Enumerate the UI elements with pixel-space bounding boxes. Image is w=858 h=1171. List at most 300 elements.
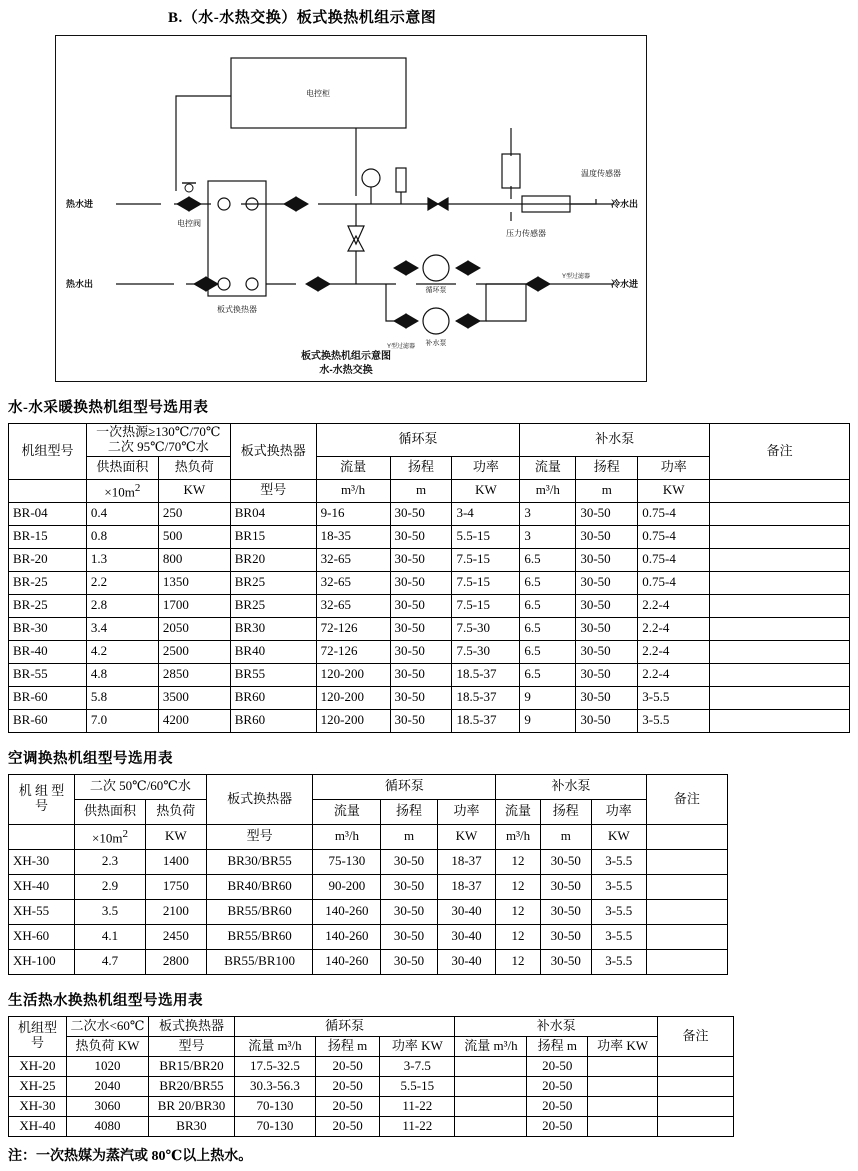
table-cell: 30-50: [540, 949, 591, 974]
table-cell: 30-40: [437, 949, 496, 974]
table-cell: 2500: [158, 640, 230, 663]
unit-area: $\times 10m^2$: [86, 479, 158, 502]
label-electric-valve: 电控阀: [177, 219, 201, 228]
table-row: [9, 640, 850, 663]
table-cell: 5.5-15: [452, 525, 520, 548]
table-cell: 30-50: [576, 594, 638, 617]
th-head2: 扬程: [540, 799, 591, 824]
table-header-row: [9, 424, 850, 457]
table-cell: 4080: [66, 1116, 148, 1136]
th-type: 型号: [149, 1036, 235, 1056]
table-cell: 2.2: [86, 571, 158, 594]
table-cell: 7.5-15: [452, 548, 520, 571]
table-cell: 30-50: [390, 686, 452, 709]
table-cell: 3: [520, 502, 576, 525]
table-cell: BR-60: [9, 686, 87, 709]
table-cell: 30-50: [390, 640, 452, 663]
label-cold-water-out: 冷水出: [611, 199, 639, 209]
th-makeup-pump: 补水泵: [496, 774, 646, 799]
table-cell: 32-65: [316, 571, 390, 594]
table-cell: 17.5-32.5: [234, 1056, 315, 1076]
table-header-row: [9, 774, 728, 799]
table-cell: [710, 502, 850, 525]
table-cell: 1350: [158, 571, 230, 594]
table-cell: 30-50: [381, 849, 437, 874]
table-cell: BR55/BR100: [206, 949, 313, 974]
table-cell: 30-50: [390, 617, 452, 640]
diagram-caption-2: 水-水热交换: [319, 365, 373, 376]
table-cell: 2.2-4: [638, 617, 710, 640]
unit-blank: [9, 824, 75, 849]
table-cell: 1750: [145, 874, 206, 899]
table-cell: 30-50: [381, 899, 437, 924]
table-row: [9, 709, 850, 732]
table-cell: BR-15: [9, 525, 87, 548]
th-makeup-pump: 补水泵: [455, 1016, 658, 1036]
table-cell: 2450: [145, 924, 206, 949]
unit-blank: [9, 479, 87, 502]
table-cell: 140-260: [313, 949, 381, 974]
label-plate-exchanger: 板式换热器: [217, 305, 257, 314]
unit-flow: m³/h: [316, 479, 390, 502]
table-row: [9, 686, 850, 709]
table-row: [9, 1056, 734, 1076]
th-flow2: 流量: [496, 799, 540, 824]
table-cell: 4.1: [75, 924, 146, 949]
table-cell: 0.4: [86, 502, 158, 525]
table-cell: 11-22: [380, 1116, 455, 1136]
th-flow: 流量 m³/h: [234, 1036, 315, 1056]
table-cell: 70-130: [234, 1096, 315, 1116]
table-cell: [455, 1076, 527, 1096]
table-cell: 2.8: [86, 594, 158, 617]
table-cell: 7.5-15: [452, 594, 520, 617]
table-cell: 20-50: [527, 1056, 588, 1076]
table-cell: BR-40: [9, 640, 87, 663]
table-cell: BR20/BR55: [149, 1076, 235, 1096]
table-header-row: [9, 1016, 734, 1036]
table-cell: 30-50: [540, 899, 591, 924]
section3-heading: 生活热水换热机组型号选用表: [8, 992, 203, 1009]
table-cell: 9: [520, 686, 576, 709]
diagram-caption-1: 板式换热机组示意图: [301, 351, 391, 362]
table-cell: 2800: [145, 949, 206, 974]
table-cell: 4200: [158, 709, 230, 732]
table-cell: 250: [158, 502, 230, 525]
th-model: 机组型号: [9, 1016, 67, 1056]
table-cell: [646, 849, 727, 874]
th-power: 功率 KW: [380, 1036, 455, 1056]
table-cell: BR15/BR20: [149, 1056, 235, 1076]
table-cell: 6.5: [520, 617, 576, 640]
th-power2: 功率: [591, 799, 646, 824]
table-row: [9, 1116, 734, 1136]
table-cell: 4.8: [86, 663, 158, 686]
table-row: [9, 594, 850, 617]
table-row: [9, 617, 850, 640]
th-exchanger: 板式换热器: [230, 424, 316, 480]
th-flow2: 流量 m³/h: [455, 1036, 527, 1056]
table-cell: 3-5.5: [638, 686, 710, 709]
table-cell: BR60: [230, 686, 316, 709]
table-cell: 1020: [66, 1056, 148, 1076]
table-cell: [455, 1096, 527, 1116]
table-cell: BR20: [230, 548, 316, 571]
table-cell: 1400: [145, 849, 206, 874]
th-head2: 扬程 m: [527, 1036, 588, 1056]
table-cell: BR30: [149, 1116, 235, 1136]
table-cell: 2.2-4: [638, 640, 710, 663]
table-cell: [588, 1076, 658, 1096]
table-cell: 30-50: [540, 874, 591, 899]
table-cell: 6.5: [520, 548, 576, 571]
table-cell: 3-7.5: [380, 1056, 455, 1076]
table-cell: 70-130: [234, 1116, 315, 1136]
unit-remark: [710, 479, 850, 502]
th-primary-line2: 二次 95℃/70℃水: [107, 438, 209, 454]
table-cell: 7.5-30: [452, 617, 520, 640]
table-cell: 3-5.5: [591, 874, 646, 899]
th-primary-line1: 一次热源≥130℃/70℃: [96, 424, 221, 439]
table-cell: 30-40: [437, 924, 496, 949]
table-subheader-row: [9, 799, 728, 824]
th-power: 功率: [452, 456, 520, 479]
th-remark: 备注: [646, 774, 727, 824]
table-ac-units: [8, 774, 728, 975]
table-cell: BR55/BR60: [206, 924, 313, 949]
table-cell: 11-22: [380, 1096, 455, 1116]
table-cell: BR 20/BR30: [149, 1096, 235, 1116]
table-cell: 4.7: [75, 949, 146, 974]
table-row: [9, 548, 850, 571]
unit-load: KW: [158, 479, 230, 502]
unit-power2: KW: [638, 479, 710, 502]
table-cell: 2040: [66, 1076, 148, 1096]
th-power2: 功率 KW: [588, 1036, 658, 1056]
table-cell: 3-5.5: [591, 949, 646, 974]
unit-remark: [646, 824, 727, 849]
table-cell: 30-50: [390, 571, 452, 594]
th-flow2: 流量: [520, 456, 576, 479]
table-cell: [710, 594, 850, 617]
table-cell: 3-4: [452, 502, 520, 525]
table-cell: BR-55: [9, 663, 87, 686]
table-cell: XH-25: [9, 1076, 67, 1096]
table-cell: [646, 949, 727, 974]
table-cell: 9-16: [316, 502, 390, 525]
table-cell: [658, 1056, 734, 1076]
table-cell: [710, 548, 850, 571]
th-remark: 备注: [658, 1016, 734, 1056]
table-cell: 2.3: [75, 849, 146, 874]
table-cell: [710, 617, 850, 640]
table-unit-row: [9, 479, 850, 502]
table-cell: 30-50: [390, 663, 452, 686]
table-cell: 30-50: [390, 709, 452, 732]
table-cell: 20-50: [527, 1096, 588, 1116]
table-cell: 30-50: [390, 594, 452, 617]
th-circ-pump: 循环泵: [316, 424, 520, 457]
table-cell: 1700: [158, 594, 230, 617]
label-pressure-sensor: 压力传感器: [506, 229, 546, 238]
table-cell: 18-37: [437, 849, 496, 874]
label-cold-water-in: 冷水进: [611, 279, 639, 289]
table-cell: BR-04: [9, 502, 87, 525]
table-cell: 30-50: [576, 709, 638, 732]
table-cell: [658, 1076, 734, 1096]
table-cell: BR30: [230, 617, 316, 640]
table-row: [9, 663, 850, 686]
table-cell: [710, 663, 850, 686]
table-cell: 12: [496, 924, 540, 949]
th-head: 扬程 m: [316, 1036, 380, 1056]
label-y-filter: Y型过滤器: [386, 344, 416, 350]
table-cell: 0.8: [86, 525, 158, 548]
table-cell: BR30/BR55: [206, 849, 313, 874]
table-cell: XH-60: [9, 924, 75, 949]
table-cell: 3: [520, 525, 576, 548]
unit-head2: m: [540, 824, 591, 849]
label-circ-pump-1: 循环泵: [425, 287, 447, 294]
table-cell: 18.5-37: [452, 709, 520, 732]
table-cell: 72-126: [316, 617, 390, 640]
table-cell: 3.5: [75, 899, 146, 924]
table-cell: 30-50: [390, 525, 452, 548]
table-cell: [710, 686, 850, 709]
table-row: [9, 949, 728, 974]
table-cell: 30-50: [540, 924, 591, 949]
table-cell: BR60: [230, 709, 316, 732]
table-cell: 0.75-4: [638, 525, 710, 548]
th-remark: 备注: [710, 424, 850, 480]
unit-power: KW: [452, 479, 520, 502]
table-cell: 20-50: [316, 1096, 380, 1116]
unit-area: $\times 10m^2$: [75, 824, 146, 849]
table-subheader-row: [9, 1036, 734, 1056]
table-cell: 3-5.5: [638, 709, 710, 732]
table-cell: 20-50: [316, 1116, 380, 1136]
table-cell: [710, 709, 850, 732]
table-cell: 5.5-15: [380, 1076, 455, 1096]
label-hot-water-out: 热水出: [66, 279, 94, 289]
section2-heading: 空调换热机组型号选用表: [8, 750, 173, 767]
table-cell: 32-65: [316, 594, 390, 617]
table-cell: XH-40: [9, 1116, 67, 1136]
table-cell: 2.2-4: [638, 663, 710, 686]
table-cell: 18.5-37: [452, 686, 520, 709]
th-circ-pump: 循环泵: [313, 774, 496, 799]
table-cell: 3500: [158, 686, 230, 709]
th-power: 功率: [437, 799, 496, 824]
table-cell: 30-50: [576, 548, 638, 571]
table-cell: 32-65: [316, 548, 390, 571]
table-cell: 30-50: [576, 502, 638, 525]
unit-head: m: [381, 824, 437, 849]
table-cell: 30-50: [381, 874, 437, 899]
table-cell: 3-5.5: [591, 899, 646, 924]
table-domestic-hotwater-units: [8, 1016, 734, 1137]
table-cell: XH-55: [9, 899, 75, 924]
table-row: [9, 924, 728, 949]
table-cell: 20-50: [316, 1076, 380, 1096]
table-cell: 2050: [158, 617, 230, 640]
table-cell: 2.9: [75, 874, 146, 899]
table-cell: 7.0: [86, 709, 158, 732]
table-row: [9, 525, 850, 548]
table-cell: [588, 1116, 658, 1136]
table-cell: 2850: [158, 663, 230, 686]
page-title: B.（水-水热交换）板式换热机组示意图: [168, 10, 437, 26]
table-row: [9, 874, 728, 899]
table-cell: 18-37: [437, 874, 496, 899]
table-cell: 90-200: [313, 874, 381, 899]
table-cell: 30-50: [576, 663, 638, 686]
th-flow: 流量: [316, 456, 390, 479]
table-cell: 30-50: [576, 525, 638, 548]
table-cell: 1.3: [86, 548, 158, 571]
table-cell: 30-50: [576, 686, 638, 709]
table-cell: [455, 1116, 527, 1136]
unit-head: m: [390, 479, 452, 502]
table-cell: 30.3-56.3: [234, 1076, 315, 1096]
section1-heading: 水-水采暖换热机组型号选用表: [8, 400, 209, 416]
table-cell: 12: [496, 899, 540, 924]
table-cell: 2.2-4: [638, 594, 710, 617]
table-cell: 72-126: [316, 640, 390, 663]
table-cell: [455, 1056, 527, 1076]
table-row: [9, 571, 850, 594]
table-cell: 5.8: [86, 686, 158, 709]
table-cell: 6.5: [520, 640, 576, 663]
table-cell: 140-260: [313, 924, 381, 949]
table-cell: 12: [496, 849, 540, 874]
table-row: [9, 1096, 734, 1116]
table-cell: 140-260: [313, 899, 381, 924]
table-cell: [646, 899, 727, 924]
table-cell: 2100: [145, 899, 206, 924]
table-cell: 6.5: [520, 594, 576, 617]
table-cell: [588, 1056, 658, 1076]
table-cell: 30-50: [540, 849, 591, 874]
th-exchanger: 板式换热器: [206, 774, 313, 824]
unit-type: 型号: [206, 824, 313, 849]
table-cell: 7.5-30: [452, 640, 520, 663]
table-cell: 30-50: [576, 640, 638, 663]
table-cell: [658, 1096, 734, 1116]
table-cell: BR40/BR60: [206, 874, 313, 899]
table-cell: 3.4: [86, 617, 158, 640]
table-cell: BR04: [230, 502, 316, 525]
table-cell: 800: [158, 548, 230, 571]
table-cell: XH-30: [9, 1096, 67, 1116]
th-primary-source: [86, 424, 230, 457]
table-cell: [710, 525, 850, 548]
th-flow: 流量: [313, 799, 381, 824]
table-cell: BR25: [230, 594, 316, 617]
table-cell: 12: [496, 949, 540, 974]
table-cell: XH-40: [9, 874, 75, 899]
table-cell: 6.5: [520, 663, 576, 686]
table-cell: 30-40: [437, 899, 496, 924]
table-cell: XH-30: [9, 849, 75, 874]
table-cell: 120-200: [316, 663, 390, 686]
table-cell: 30-50: [576, 617, 638, 640]
table-cell: 0.75-4: [638, 502, 710, 525]
table-cell: BR-60: [9, 709, 87, 732]
table-row: [9, 1076, 734, 1096]
table-row: [9, 849, 728, 874]
table-cell: 120-200: [316, 709, 390, 732]
table-row: [9, 899, 728, 924]
table-cell: 3060: [66, 1096, 148, 1116]
table-cell: BR-20: [9, 548, 87, 571]
th-head: 扬程: [390, 456, 452, 479]
th-circ-pump: 循环泵: [234, 1016, 455, 1036]
table-cell: BR55: [230, 663, 316, 686]
table-cell: 7.5-15: [452, 571, 520, 594]
table-cell: 30-50: [576, 571, 638, 594]
table-cell: 18.5-37: [452, 663, 520, 686]
table-cell: 6.5: [520, 571, 576, 594]
table-cell: [658, 1116, 734, 1136]
table-cell: [710, 571, 850, 594]
table-cell: 20-50: [527, 1116, 588, 1136]
table-cell: BR15: [230, 525, 316, 548]
th-makeup-pump: 补水泵: [520, 424, 710, 457]
footnote: 注：一次热媒为蒸汽或 80℃以上热水。: [8, 1148, 253, 1164]
th-head: 扬程: [381, 799, 437, 824]
table-cell: [588, 1096, 658, 1116]
unit-flow2: m³/h: [520, 479, 576, 502]
table-cell: 12: [496, 874, 540, 899]
unit-head2: m: [576, 479, 638, 502]
th-area: 供热面积: [86, 456, 158, 479]
unit-flow2: m³/h: [496, 824, 540, 849]
table-cell: 30-50: [390, 502, 452, 525]
label-circ-pump-2: 补水泵: [425, 340, 447, 347]
table-cell: 30-50: [381, 924, 437, 949]
table-cell: 30-50: [381, 949, 437, 974]
th-secondary: 二次 50℃/60℃水: [75, 774, 207, 799]
table-cell: [646, 924, 727, 949]
th-area: 供热面积: [75, 799, 146, 824]
label-control-cabinet: 电控柜: [306, 89, 330, 98]
table-cell: 120-200: [316, 686, 390, 709]
label-y-filter-2: Y型过滤器: [561, 274, 591, 280]
unit-type: 型号: [230, 479, 316, 502]
table-cell: BR55/BR60: [206, 899, 313, 924]
table-cell: XH-100: [9, 949, 75, 974]
unit-power2: KW: [591, 824, 646, 849]
th-load: 热负荷: [158, 456, 230, 479]
table-cell: BR25: [230, 571, 316, 594]
table-heating-units: [8, 423, 850, 733]
th-load: 热负荷 KW: [66, 1036, 148, 1056]
table-cell: 4.2: [86, 640, 158, 663]
table-unit-row: [9, 824, 728, 849]
table-cell: BR40: [230, 640, 316, 663]
table-cell: 9: [520, 709, 576, 732]
table-row: [9, 502, 850, 525]
table-cell: BR-30: [9, 617, 87, 640]
table-cell: 3-5.5: [591, 849, 646, 874]
label-hot-water-in: 热水进: [66, 199, 94, 209]
table-cell: 20-50: [316, 1056, 380, 1076]
table-cell: XH-20: [9, 1056, 67, 1076]
unit-power: KW: [437, 824, 496, 849]
th-secondary: 二次水<60℃: [66, 1016, 148, 1036]
th-model: 机组型号: [9, 424, 87, 480]
